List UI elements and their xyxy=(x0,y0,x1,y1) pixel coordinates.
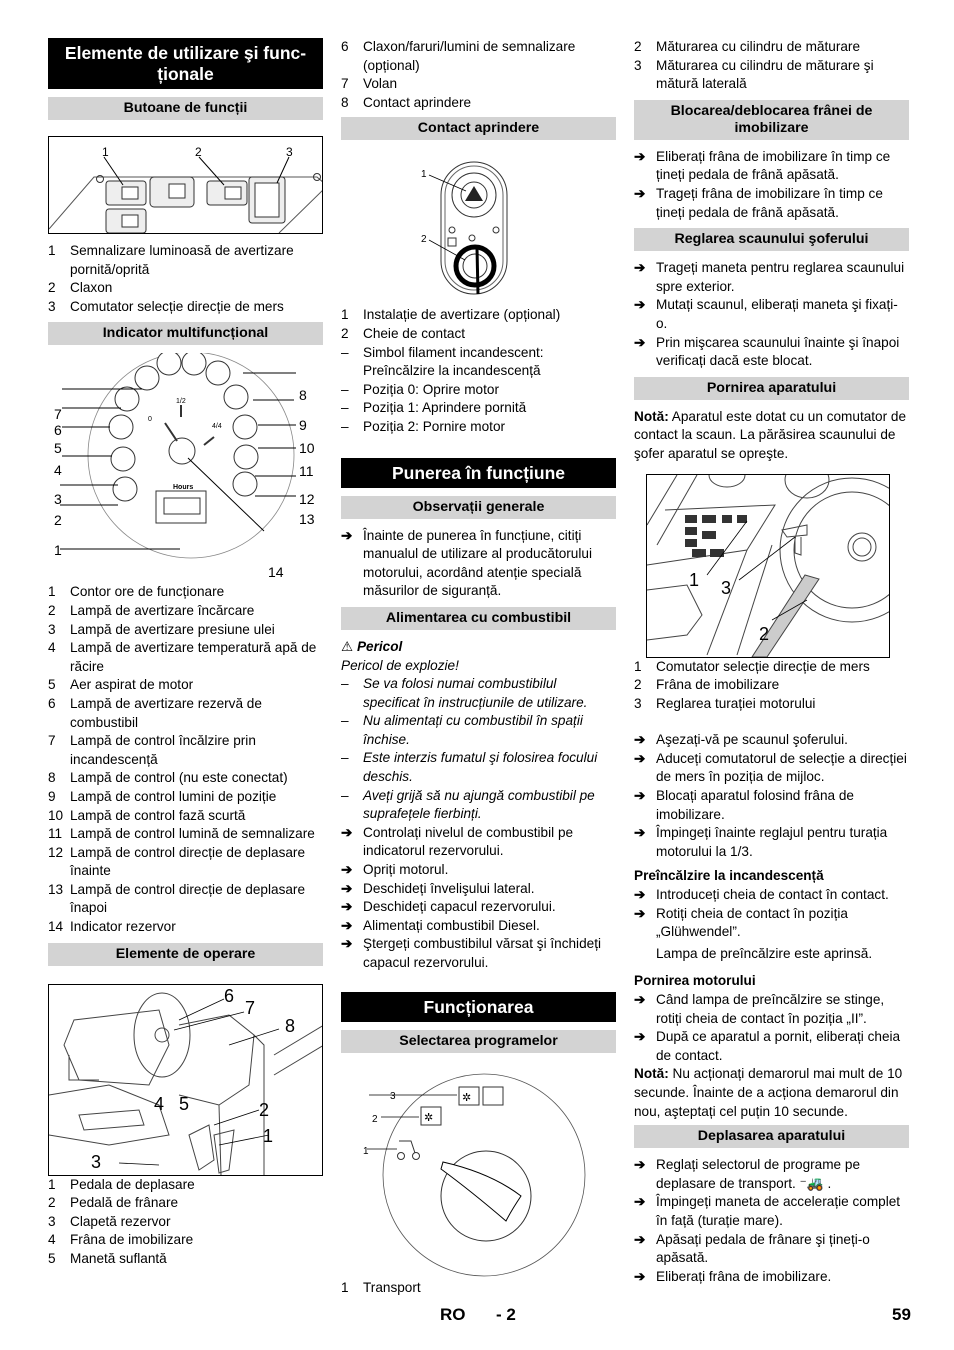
arrow-icon: ➔ xyxy=(634,297,646,313)
function-buttons-drawing xyxy=(49,137,323,233)
arrow-icon: ➔ xyxy=(634,887,646,903)
drive-steps xyxy=(634,1156,909,1286)
list-item: 7 Lampă de control încălzire prin incandescență xyxy=(48,733,256,767)
heading-pornirea: Pornirea aparatului xyxy=(634,377,909,400)
arrow-icon: ➔ xyxy=(634,1029,646,1045)
start-controls-legend xyxy=(634,658,909,714)
section-title-functionarea: Funcționarea xyxy=(341,992,616,1022)
danger-label: Pericol xyxy=(356,638,403,654)
arrow-icon: ➔ xyxy=(634,732,646,748)
list-item: 9 Lampă de control lumini de poziție xyxy=(48,788,277,804)
arrow-icon: ➔ xyxy=(341,880,353,896)
list-item: 2 Cheie de contact xyxy=(341,325,466,341)
callout-13: 13 xyxy=(299,511,315,528)
note-seat-switch: Notă: Aparatul este dotat cu un comutator de contact la scaun. La părăsirea scaunului de şofer aparatul se opreşte. xyxy=(634,408,907,461)
list-item: 10 Lampă de control fază scurtă xyxy=(48,807,246,823)
list-item: ➔ Deschideți capacul rezervorului. xyxy=(341,898,616,917)
subheading-motor: Pornirea motorului xyxy=(634,973,756,989)
callout-8: 8 xyxy=(299,387,307,404)
arrow-icon: ➔ xyxy=(341,936,353,952)
callout-5: 5 xyxy=(179,1093,190,1114)
warning-triangle-icon: ⚠ xyxy=(341,638,354,654)
callout-2: 2 xyxy=(421,234,427,246)
arrow-icon: ➔ xyxy=(634,148,646,164)
column-2 xyxy=(341,38,616,1297)
arrow-icon: ➔ xyxy=(634,1231,646,1247)
list-item: ➔ Eliberați frâna de imobilizare în timp ce țineți pedala de frână apăsată. xyxy=(634,148,909,185)
arrow-icon: ➔ xyxy=(341,917,353,933)
list-item: 2 Claxon xyxy=(48,280,113,296)
list-item: – Poziția 1: Aprindere pornită xyxy=(341,400,527,416)
list-item: 2 Pedală de frânare xyxy=(48,1195,179,1211)
observatii-steps xyxy=(341,527,616,601)
list-item: 4 Frâna de imobilizare xyxy=(48,1232,194,1248)
list-item: 1 Transport xyxy=(341,1279,421,1295)
callout-3: 3 xyxy=(91,1151,102,1172)
callout-1: 1 xyxy=(54,542,62,559)
arrow-icon: ➔ xyxy=(634,334,646,350)
callout-2: 2 xyxy=(759,623,770,644)
list-item: 14 Indicator rezervor xyxy=(48,919,176,935)
figure-ignition-switch xyxy=(341,148,616,300)
figure-start-controls xyxy=(646,474,890,658)
callout-3: 3 xyxy=(54,491,62,508)
callout-3: 3 xyxy=(721,577,732,598)
list-item: 1 Pedala de deplasare xyxy=(48,1176,195,1192)
svg-text:✲: ✲ xyxy=(424,1111,434,1124)
list-item: – Se va folosi numai combustibilul specificat în instrucțiunile de utilizare. xyxy=(341,676,588,710)
list-item: 3 Comutator selecție direcție de mers xyxy=(48,298,284,314)
heading-butoane: Butoane de funcții xyxy=(48,97,323,120)
callout-4: 4 xyxy=(154,1093,165,1114)
list-item: 1 Comutator selecție direcție de mers xyxy=(634,658,870,674)
svg-text:1/2: 1/2 xyxy=(176,398,186,406)
list-item: Lampa de preîncălzire este aprinsă. xyxy=(656,945,873,961)
list-item: – Simbol filament incandescent: Preîncălzire la incandescență xyxy=(341,344,544,379)
callout-2: 2 xyxy=(195,145,202,159)
program-legend xyxy=(341,1279,616,1298)
list-item: ➔ Aşezați-vă pe scaunul şoferului. xyxy=(634,731,909,750)
column-3 xyxy=(634,38,909,1286)
multifunction-gauge-drawing xyxy=(48,353,323,571)
list-item: – Poziția 2: Pornire motor xyxy=(341,418,506,434)
list-item: 2 Lampă de avertizare încărcare xyxy=(48,602,255,618)
figure-program-selector xyxy=(341,1061,616,1279)
danger-items xyxy=(341,675,616,824)
arrow-icon: ➔ xyxy=(634,905,646,921)
section-title-elemente: Elemente de utilizare şi func-ționale xyxy=(48,38,323,89)
callout-5: 5 xyxy=(54,440,62,457)
list-item: ➔ După ce aparatul a pornit, eliberați cheia de contact. xyxy=(634,1028,909,1065)
list-item: 7 Volan xyxy=(341,76,398,92)
program-legend-cont xyxy=(634,38,909,94)
heading-contact: Contact aprindere xyxy=(341,117,616,140)
list-item: 5 Manetă suflantă xyxy=(48,1251,167,1267)
footer-language: RO xyxy=(440,1305,466,1324)
callout-2: 2 xyxy=(259,1099,270,1120)
svg-text:Hours: Hours xyxy=(173,484,194,492)
list-item: 8 Lampă de control (nu este conectat) xyxy=(48,770,288,786)
operating-elements-legend xyxy=(48,1176,323,1269)
callout-7: 7 xyxy=(54,406,62,423)
list-item: 2 Frâna de imobilizare xyxy=(634,677,780,693)
indicator-legend xyxy=(48,583,323,936)
column-1 xyxy=(48,38,323,1269)
callout-3: 3 xyxy=(390,1090,396,1102)
list-item: 6 Claxon/faruri/lumini de semnalizare (opțional) xyxy=(341,39,576,73)
list-item: 4 Lampă de avertizare temperatură apă de răcire xyxy=(48,640,317,674)
list-item: 8 Contact aprindere xyxy=(341,94,472,110)
list-item: 3 Clapetă rezervor xyxy=(48,1213,171,1229)
list-item: ➔ Împingeți maneta de accelerație complet în față (turație mare). xyxy=(634,1193,909,1230)
arrow-icon: ➔ xyxy=(634,185,646,201)
note-starter: Notă: Nu acționați demarorul mai mult de 10 secunde. Înainte de a acționa demarorul din nou, aşteptați cel puțin 10 secunde. xyxy=(634,1066,903,1119)
list-item: 3 Reglarea turației motorului xyxy=(634,695,816,711)
svg-text:4/4: 4/4 xyxy=(212,423,222,431)
preheat-steps xyxy=(634,886,909,963)
list-item: ➔ Blocați aparatul folosind frâna de imobilizare. xyxy=(634,787,909,824)
list-item: ➔ Apăsați pedala de frânare şi țineți-o apăsată. xyxy=(634,1231,909,1268)
callout-12: 12 xyxy=(299,491,315,508)
list-item: ➔ Mutați scaunul, eliberați maneta şi fixați-o. xyxy=(634,296,909,333)
figure-operating-elements xyxy=(48,984,323,1176)
list-item: ➔ Deschideți învelişului lateral. xyxy=(341,880,616,899)
ignition-switch-drawing xyxy=(341,148,616,300)
heading-blocarea: Blocarea/deblocarea frânei de imobilizare xyxy=(634,100,909,140)
callout-1: 1 xyxy=(421,169,427,181)
list-item: 12 Lampă de control direcție de deplasare înainte xyxy=(48,844,306,879)
list-item: ➔ Înainte de punerea în funcțiune, citiți manualul de utilizare al producătorului motorului, acordând atenție specială măsurilor de siguranță. xyxy=(341,527,616,601)
list-item: – Nu alimentați cu combustibil în spații închise. xyxy=(341,713,583,747)
list-item: 1 Contor ore de funcționare xyxy=(48,584,225,600)
list-item: 1 Semnalizare luminoasă de avertizare pornită/oprită xyxy=(48,243,294,277)
list-item: ➔ Trageți frâna de imobilizare în timp ce țineți pedala de frână apăsată. xyxy=(634,185,909,222)
svg-text:0: 0 xyxy=(148,416,152,424)
callout-6: 6 xyxy=(224,985,235,1006)
heading-operare: Elemente de operare xyxy=(48,943,323,966)
list-item: ➔ Prin mişcarea scaunului înainte şi înapoi verificați dacă este blocat. xyxy=(634,334,909,371)
heading-indicator: Indicator multifuncțional xyxy=(48,322,323,345)
heading-observatii: Observații generale xyxy=(341,496,616,519)
list-item: ➔ Când lampa de preîncălzire se stinge, rotiți cheia de contact în poziția „II”. xyxy=(634,991,909,1028)
callout-1: 1 xyxy=(102,145,109,159)
callout-2: 2 xyxy=(54,512,62,529)
list-item: ➔ Opriți motorul. xyxy=(341,861,616,880)
arrow-icon: ➔ xyxy=(634,788,646,804)
list-item: ➔ Controlați nivelul de combustibil pe indicatorul rezervorului. xyxy=(341,824,616,861)
start-steps xyxy=(634,731,909,861)
list-item: ➔ Reglați selectorul de programe pe deplasare de transport. ⁻🚜 . xyxy=(634,1156,909,1193)
list-item: – Aveți grijă să nu ajungă combustibil pe suprafețele fierbinți. xyxy=(341,787,595,822)
engine-start-steps xyxy=(634,991,909,1065)
callout-1: 1 xyxy=(363,1145,369,1157)
list-item: 3 Măturarea cu cilindru de măturare şi mătură laterală xyxy=(634,57,874,92)
page-number: 59 xyxy=(892,1305,911,1324)
operating-elements-drawing xyxy=(49,985,323,1175)
heading-selectarea: Selectarea programelor xyxy=(341,1030,616,1053)
callout-10: 10 xyxy=(299,440,315,457)
callout-1: 1 xyxy=(689,569,700,590)
list-item: ➔ Împingeți înainte reglajul pentru turația motorului la 1/3. xyxy=(634,824,909,861)
list-item: – Poziția 0: Oprire motor xyxy=(341,381,499,397)
figure-function-buttons xyxy=(48,136,323,234)
list-item: 11 Lampă de control lumină de semnalizare xyxy=(48,826,315,842)
arrow-icon: ➔ xyxy=(341,527,353,543)
arrow-icon: ➔ xyxy=(634,825,646,841)
footer-section: - 2 xyxy=(496,1305,516,1324)
arrow-icon: ➔ xyxy=(341,862,353,878)
function-buttons-legend xyxy=(48,242,323,316)
arrow-icon: ➔ xyxy=(341,824,353,840)
subheading-preincalzire: Preîncălzire la incandescență xyxy=(634,868,824,884)
callout-7: 7 xyxy=(245,997,256,1018)
arrow-icon: ➔ xyxy=(634,260,646,276)
list-item: 2 Măturarea cu cilindru de măturare xyxy=(634,39,860,54)
callout-1: 1 xyxy=(263,1125,274,1146)
list-item: ➔ Rotiți cheia de contact în poziția „Glühwendel”. xyxy=(634,905,909,942)
list-item: 13 Lampă de control direcție de deplasare înapoi xyxy=(48,881,306,916)
callout-9: 9 xyxy=(299,417,307,434)
heading-deplasarea: Deplasarea aparatului xyxy=(634,1125,909,1148)
ignition-legend xyxy=(341,306,616,436)
arrow-icon: ➔ xyxy=(634,750,646,766)
program-selector-drawing xyxy=(341,1061,616,1279)
list-item: ➔ Ştergeți combustibilul vărsat şi închideți capacul rezervorului. xyxy=(341,935,616,972)
list-item: ➔ Trageți maneta pentru reglarea scaunului spre exterior. xyxy=(634,259,909,296)
section-title-punerea: Punerea în funcțiune xyxy=(341,458,616,488)
list-item: 1 Instalație de avertizare (opțional) xyxy=(341,307,561,323)
list-item: ➔ Aduceți comutatorul de selecție a direcției de mers în poziția de mijloc. xyxy=(634,750,909,787)
callout-3: 3 xyxy=(286,145,293,159)
callout-8: 8 xyxy=(285,1015,296,1036)
list-item: 6 Lampă de avertizare rezervă de combustibil xyxy=(48,695,262,730)
danger-text: Pericol de explozie! xyxy=(341,657,459,673)
arrow-icon: ➔ xyxy=(341,899,353,915)
heading-alimentarea: Alimentarea cu combustibil xyxy=(341,607,616,630)
arrow-icon: ➔ xyxy=(634,992,646,1007)
heading-scaun: Reglarea scaunului şoferului xyxy=(634,228,909,251)
list-item: 3 Lampă de avertizare presiune ulei xyxy=(48,621,275,637)
danger-label-row xyxy=(341,638,616,657)
arrow-icon: ➔ xyxy=(634,1194,646,1210)
list-item: 5 Aer aspirat de motor xyxy=(48,677,194,693)
list-item: ➔ Alimentați combustibil Diesel. xyxy=(341,917,616,936)
svg-text:✲: ✲ xyxy=(462,1091,472,1104)
callout-4: 4 xyxy=(54,462,62,479)
arrow-icon: ➔ xyxy=(634,1157,646,1173)
callout-11: 11 xyxy=(299,463,314,480)
callout-6: 6 xyxy=(54,422,62,439)
seat-steps xyxy=(634,259,909,371)
list-item: ➔ Introduceți cheia de contact în contact. xyxy=(634,886,909,905)
figure-multifunction-indicator xyxy=(48,353,323,581)
arrow-icon: ➔ xyxy=(634,1268,646,1284)
callout-2: 2 xyxy=(372,1113,378,1125)
refuel-steps xyxy=(341,824,616,973)
list-item: ➔ Eliberați frâna de imobilizare. xyxy=(634,1268,909,1287)
callout-14: 14 xyxy=(268,564,284,581)
list-item: – Este interzis fumatul şi folosirea focului deschis. xyxy=(341,750,598,785)
operating-elements-legend-cont xyxy=(341,38,616,112)
brake-steps xyxy=(634,148,909,222)
